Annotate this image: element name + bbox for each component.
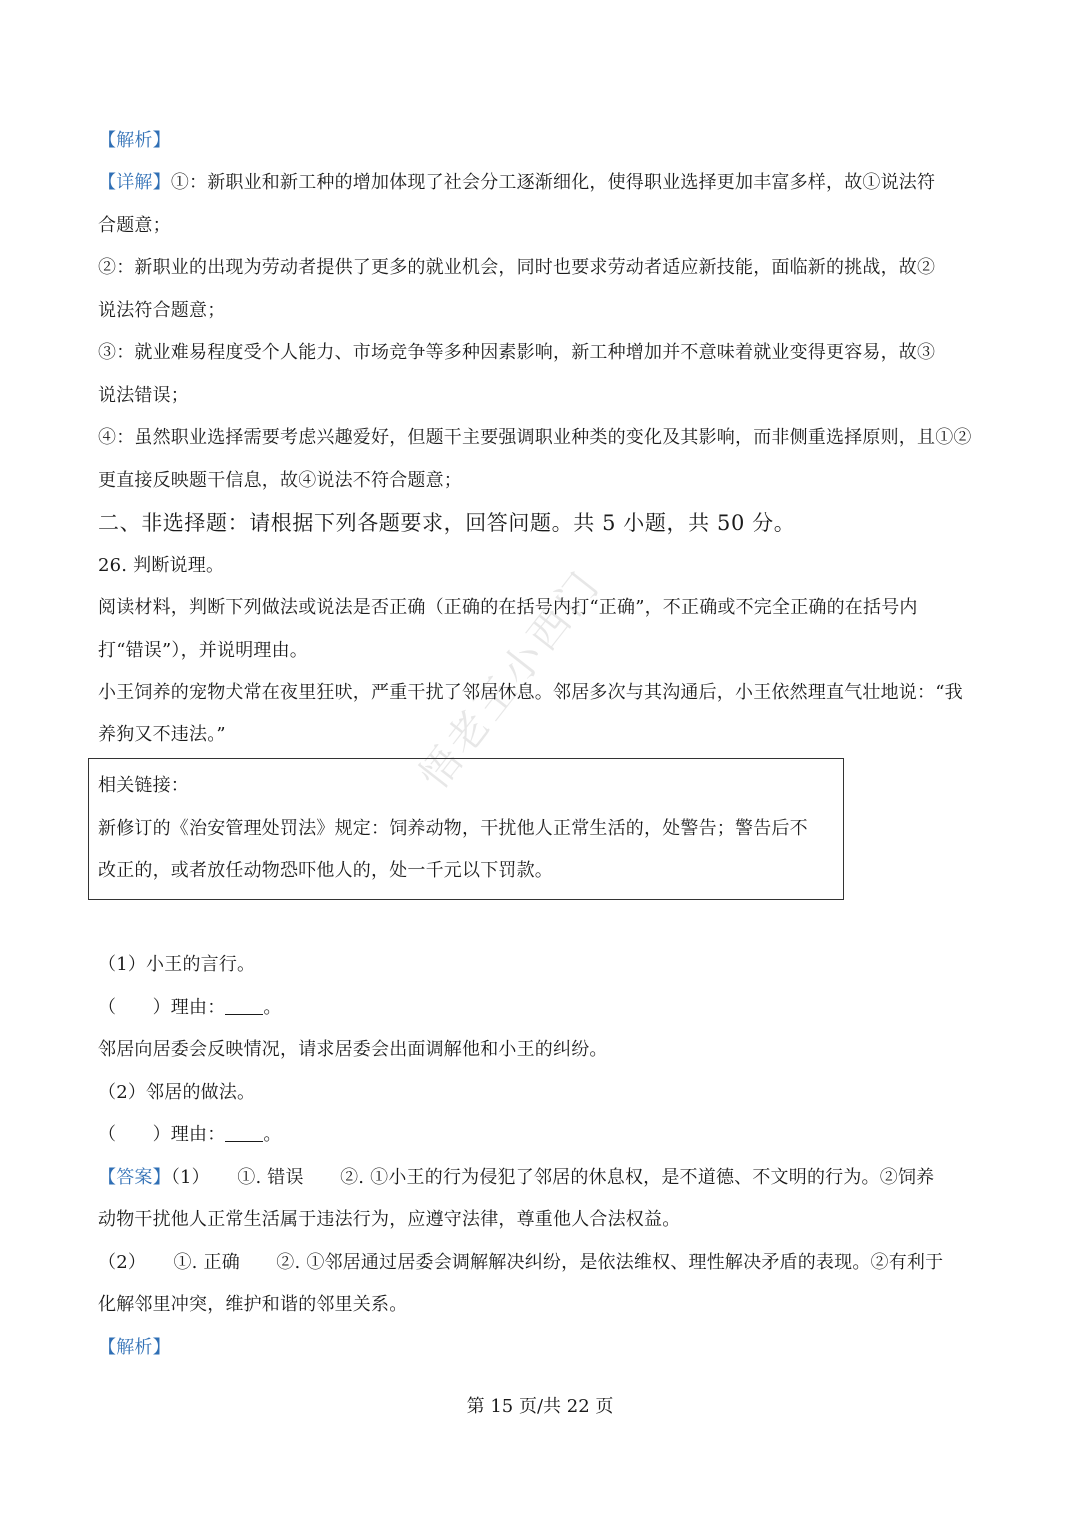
detail-line-6: 说法错误； [98, 385, 189, 406]
watermark: 悟老王小西门 [411, 561, 610, 798]
material-2: 养狗又不违法。” [98, 724, 226, 745]
answer-slot-2 [98, 1122, 282, 1148]
related-link-line-2: 改正的，或者放任动物恐吓他人的，处一千元以下罚款。 [98, 860, 553, 881]
detail-line-1 [98, 170, 935, 196]
question-intro-2: 打“错误”），并说明理由。 [98, 640, 309, 661]
page-footer: 第 15 页/共 22 页 [466, 1396, 614, 1417]
answer-line-3: （2） ①. 正确 ②. ①邻居通过居委会调解解决纠纷，是依法维权、理性解决矛盾的表现。②有利于 [98, 1252, 944, 1273]
detail-line-4: 说法符合题意； [98, 300, 226, 321]
related-link-line-1: 新修订的《治安管理处罚法》规定：饲养动物，干扰他人正常生活的，处警告；警告后不 [98, 818, 808, 839]
detail-line-8: 更直接反映题干信息，故④说法不符合题意； [98, 470, 462, 491]
neighbor-text: 邻居向居委会反映情况，请求居委会出面调解他和小王的纠纷。 [98, 1039, 608, 1060]
detail-line-7: ④：虽然职业选择需要考虑兴趣爱好，但题干主要强调职业种类的变化及其影响，而非侧重选择原则，且①② [98, 427, 972, 448]
answer-text-1: （1） ①. 错误 ②. ①小王的行为侵犯了邻居的休息权，是不道德、不文明的行为。②饲养 [170, 1167, 935, 1188]
answer-label: 【答案】 [98, 1167, 171, 1188]
detail-text-1: ①：新职业和新工种的增加体现了社会分工逐渐细化，使得职业选择更加丰富多样，故①说法符 [170, 172, 936, 193]
detail-line-5: ③：就业难易程度受个人能力、市场竞争等多种因素影响，新工种增加并不意味着就业变得更容易，故③ [98, 342, 936, 363]
analysis-label-2: 【解析】 [98, 1337, 171, 1358]
material-1: 小王饲养的宠物犬常在夜里狂吠，严重干扰了邻居休息。邻居多次与其沟通后，小王依然理直气壮地说：“我 [98, 682, 963, 703]
question-title: 26. 判断说理。 [98, 555, 225, 576]
section-heading: 二、非选择题：请根据下列各题要求，回答问题。共 5 小题，共 50 分。 [98, 511, 796, 535]
blank-line-2[interactable] [225, 1125, 263, 1142]
answer-paren-2: （ ）理由： [98, 1124, 226, 1145]
answer-line-2: 动物干扰他人正常生活属于违法行为，应遵守法律，尊重他人合法权益。 [98, 1209, 681, 1230]
sub-question-2: （2）邻居的做法。 [98, 1082, 256, 1103]
related-link-title: 相关链接： [98, 775, 189, 796]
answer-period-1: 。 [263, 997, 282, 1018]
answer-line-1 [98, 1165, 934, 1191]
blank-line-1[interactable] [225, 998, 263, 1015]
answer-slot-1 [98, 995, 282, 1021]
answer-period-2: 。 [263, 1124, 282, 1145]
detail-line-3: ②：新职业的出现为劳动者提供了更多的就业机会，同时也要求劳动者适应新技能，面临新的挑战，故② [98, 257, 936, 278]
sub-question-1: （1）小王的言行。 [98, 954, 256, 975]
detail-line-2: 合题意； [98, 215, 171, 236]
analysis-label: 【解析】 [98, 130, 171, 151]
detail-label: 【详解】 [98, 172, 171, 193]
answer-paren-1: （ ）理由： [98, 997, 226, 1018]
question-intro-1: 阅读材料，判断下列做法或说法是否正确（正确的在括号内打“正确”，不正确或不完全正确的在括号内 [98, 597, 918, 618]
answer-line-4: 化解邻里冲突，维护和谐的邻里关系。 [98, 1294, 408, 1315]
